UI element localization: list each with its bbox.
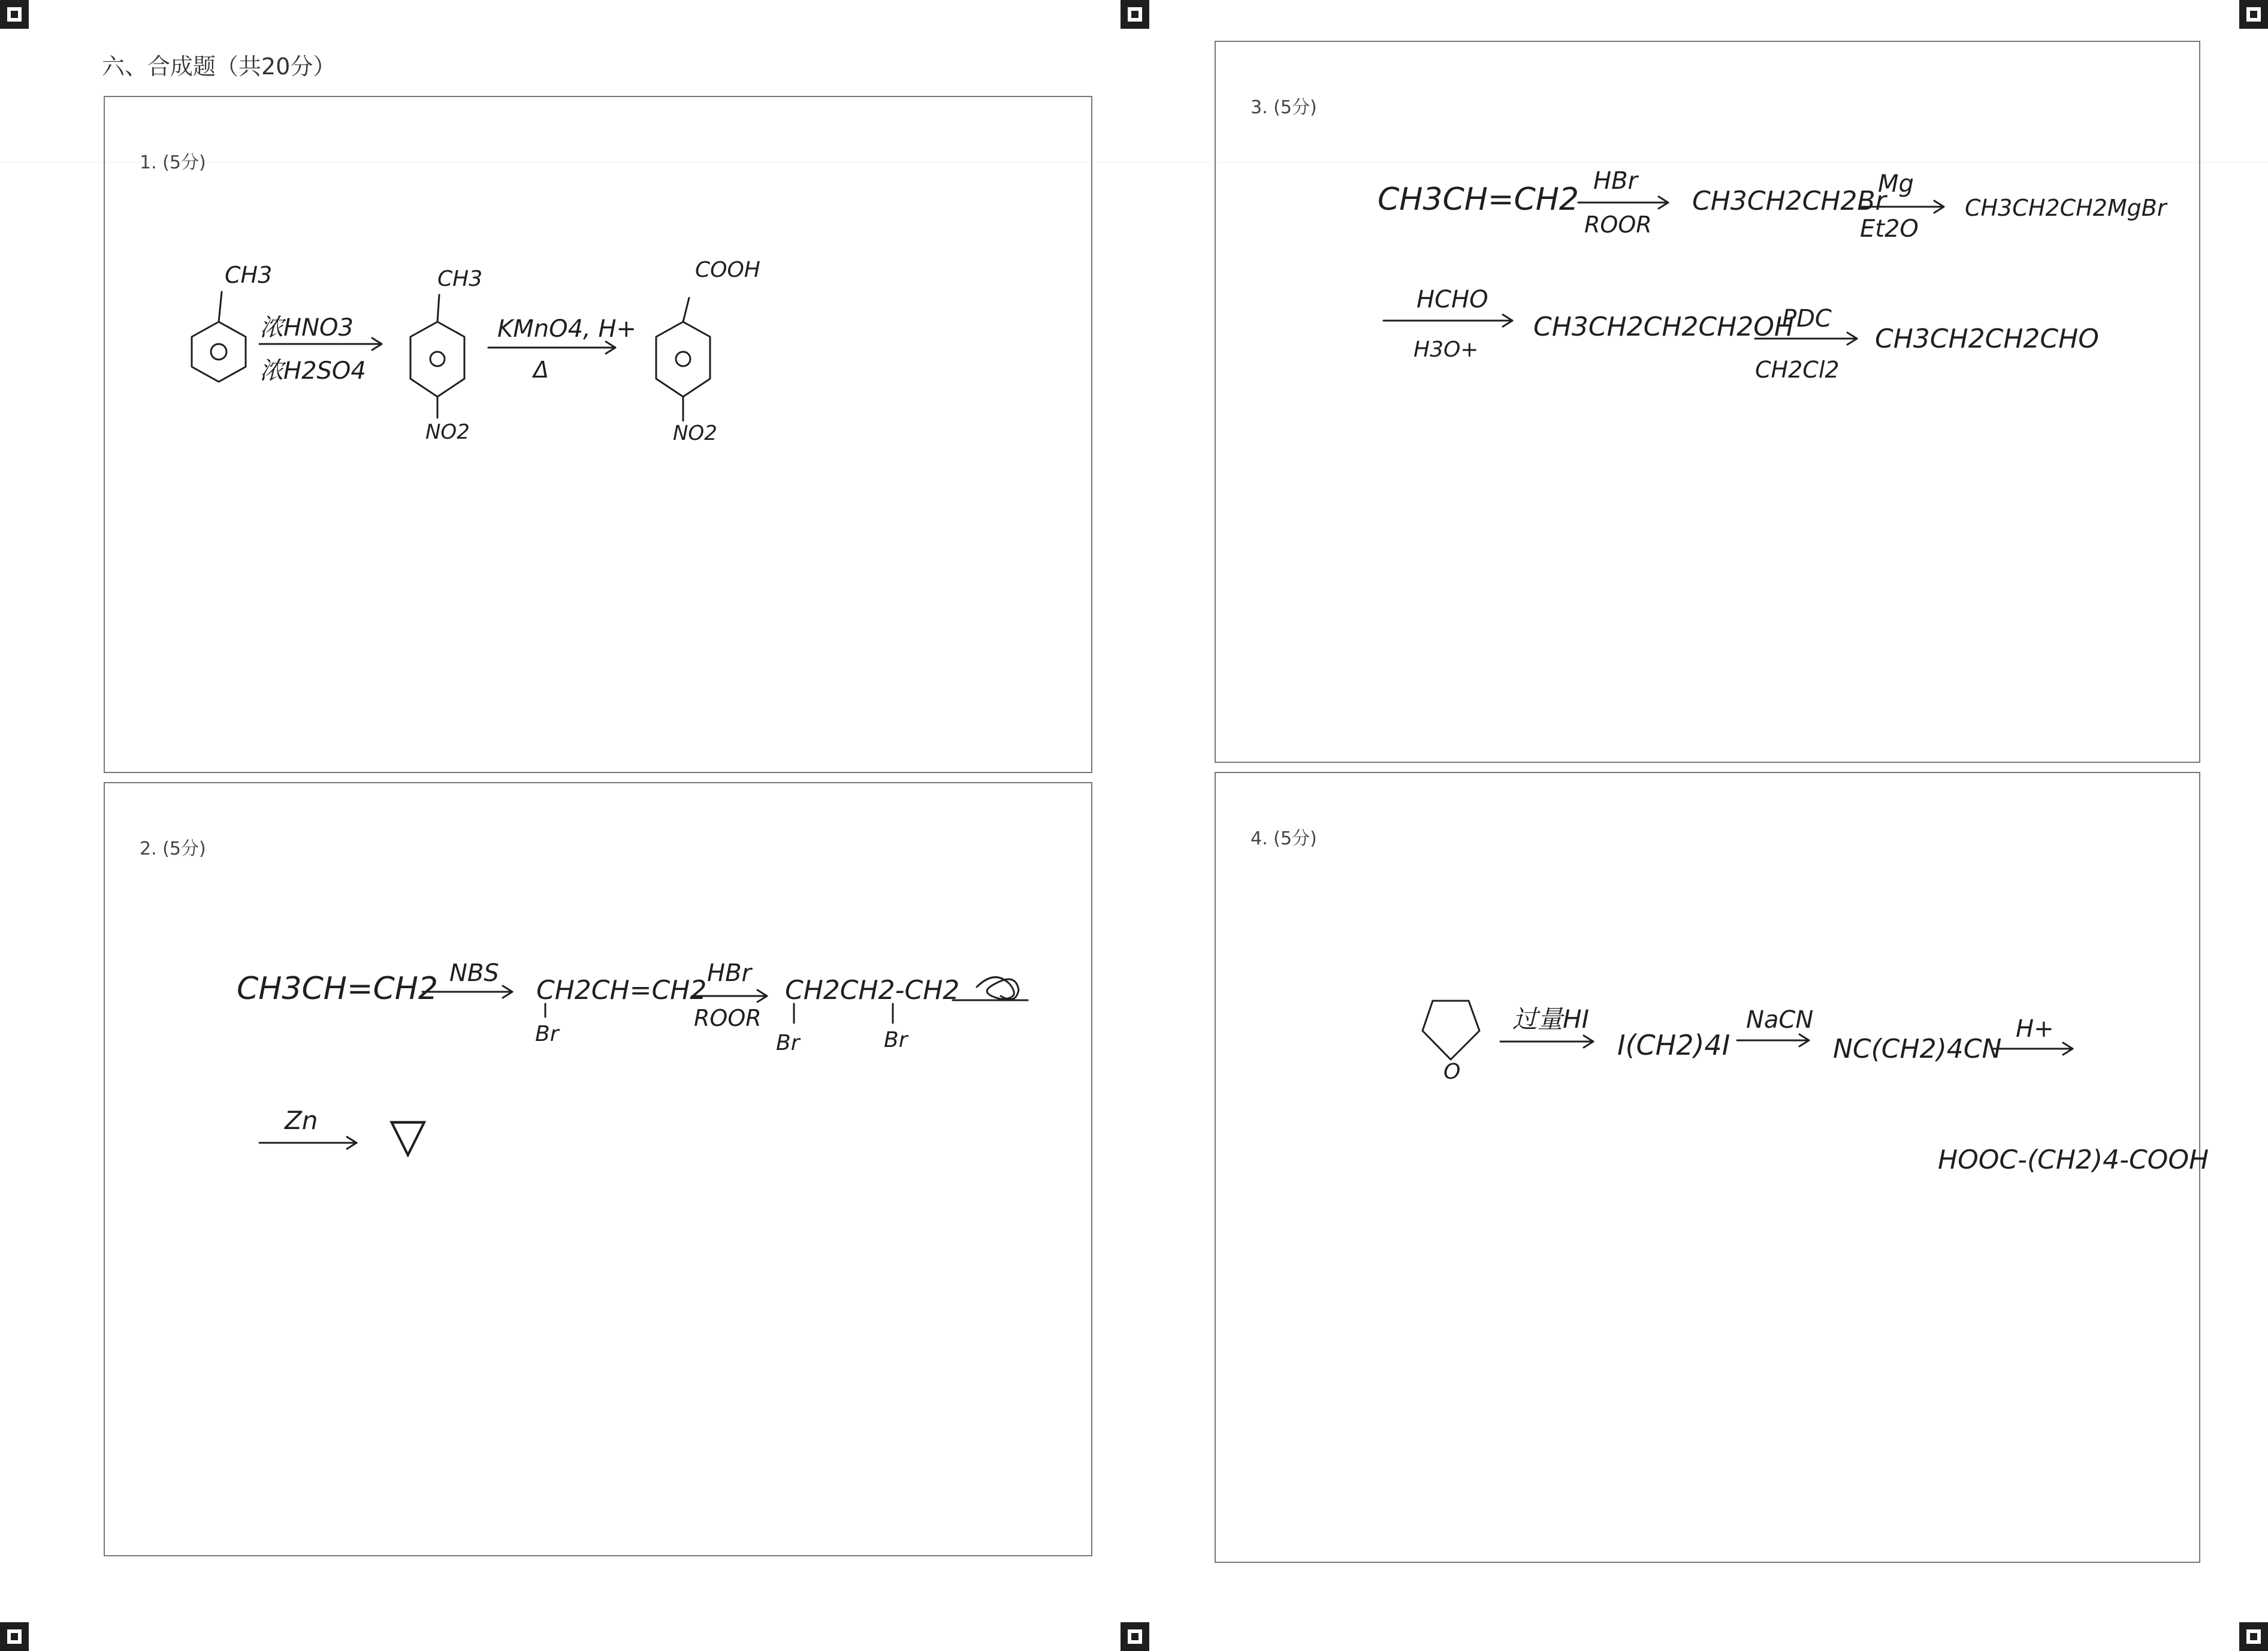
- formula: CH3CH=CH2: [1378, 182, 1579, 218]
- registration-marker-bottom-left: [0, 1622, 29, 1651]
- formula: CH2CH2-CH2: [785, 975, 960, 1006]
- aromatic-circle: [211, 344, 227, 360]
- section-title: 六、合成题（共20分）: [102, 53, 336, 80]
- reagent-top: KMnO4, H+: [497, 315, 637, 343]
- question-label: 1. (5分): [140, 152, 206, 173]
- crossed-out-scribble: [977, 977, 1019, 1000]
- product: ▽: [389, 1107, 427, 1163]
- aromatic-circle: [676, 352, 690, 366]
- formula: CH2CH=CH2: [536, 975, 707, 1006]
- benzene-ring: [410, 322, 464, 397]
- formula: CH3CH2CH2Br: [1692, 186, 1886, 216]
- reagent-bottom: ROOR: [1584, 212, 1652, 238]
- tetrahydrofuran-ring: [1423, 1001, 1479, 1060]
- bond: [683, 298, 689, 322]
- substituent-label: Br: [776, 1031, 800, 1055]
- handwritten-answer-q2: [105, 783, 1094, 1558]
- reagent-top: Zn: [285, 1106, 318, 1135]
- substituent-label: Br: [535, 1022, 559, 1046]
- product: CH3CH2CH2CHO: [1875, 324, 2099, 354]
- registration-marker-bottom-right: [2239, 1622, 2268, 1651]
- reagent-top: Mg: [1878, 170, 1914, 198]
- formula: I(CH2)4I: [1617, 1029, 1731, 1061]
- reagent-bottom: ROOR: [694, 1005, 762, 1031]
- product: HOOC-(CH2)4-COOH: [1938, 1145, 2209, 1175]
- reagent-top: NBS: [449, 959, 499, 987]
- question-label: 2. (5分): [140, 838, 206, 859]
- reagent-top: 浓HNO3: [259, 314, 354, 342]
- reagent-top: HBr: [1593, 167, 1638, 195]
- reagent-top: NaCN: [1746, 1006, 1814, 1034]
- registration-marker-bottom-center: [1121, 1622, 1149, 1651]
- substituent-label: CH3: [225, 262, 273, 288]
- formula: NC(CH2)4CN: [1833, 1034, 2002, 1064]
- reagent-top: 过量HI: [1512, 1004, 1589, 1034]
- answer-box-q1: [104, 96, 1092, 773]
- answer-box-q3: [1215, 41, 2200, 763]
- reagent-top: H+: [2016, 1015, 2054, 1043]
- question-label: 3. (5分): [1251, 97, 1317, 118]
- reagent-bottom: Et2O: [1860, 215, 1919, 243]
- formula: CH3CH2CH2MgBr: [1965, 195, 2167, 221]
- answer-box-q2: [104, 782, 1092, 1556]
- benzene-ring: [192, 322, 246, 382]
- reagent-top: PDC: [1782, 305, 1832, 333]
- registration-marker-top-left: [0, 0, 29, 29]
- registration-marker-top-center: [1121, 0, 1149, 29]
- formula: CH3CH=CH2: [237, 971, 438, 1007]
- formula: CH3CH2CH2CH2OH: [1533, 312, 1794, 342]
- handwritten-answer-q3: [1216, 42, 2201, 764]
- reagent-top: HCHO: [1417, 286, 1488, 313]
- substituent-label: NO2: [425, 420, 470, 444]
- registration-marker-top-right: [2239, 0, 2268, 29]
- ring-atom-label: O: [1443, 1060, 1461, 1084]
- answer-box-q4: [1215, 772, 2209, 1563]
- question-label: 4. (5分): [1251, 828, 1317, 849]
- substituent-label: Br: [884, 1028, 908, 1052]
- benzene-ring: [656, 322, 710, 397]
- reagent-top: HBr: [707, 959, 751, 987]
- reagent-bottom: Δ: [533, 357, 549, 383]
- handwritten-answer-q1: [105, 97, 1094, 774]
- handwritten-answer-q4: [1216, 773, 2209, 1564]
- substituent-label: NO2: [673, 421, 717, 445]
- bond: [437, 295, 439, 322]
- substituent-label: COOH: [695, 258, 760, 282]
- reagent-bottom: 浓H2SO4: [259, 357, 366, 385]
- substituent-label: CH3: [437, 267, 483, 291]
- bond: [219, 292, 222, 322]
- reagent-bottom: H3O+: [1414, 337, 1479, 362]
- reagent-bottom: CH2Cl2: [1755, 357, 1840, 383]
- aromatic-circle: [430, 352, 445, 366]
